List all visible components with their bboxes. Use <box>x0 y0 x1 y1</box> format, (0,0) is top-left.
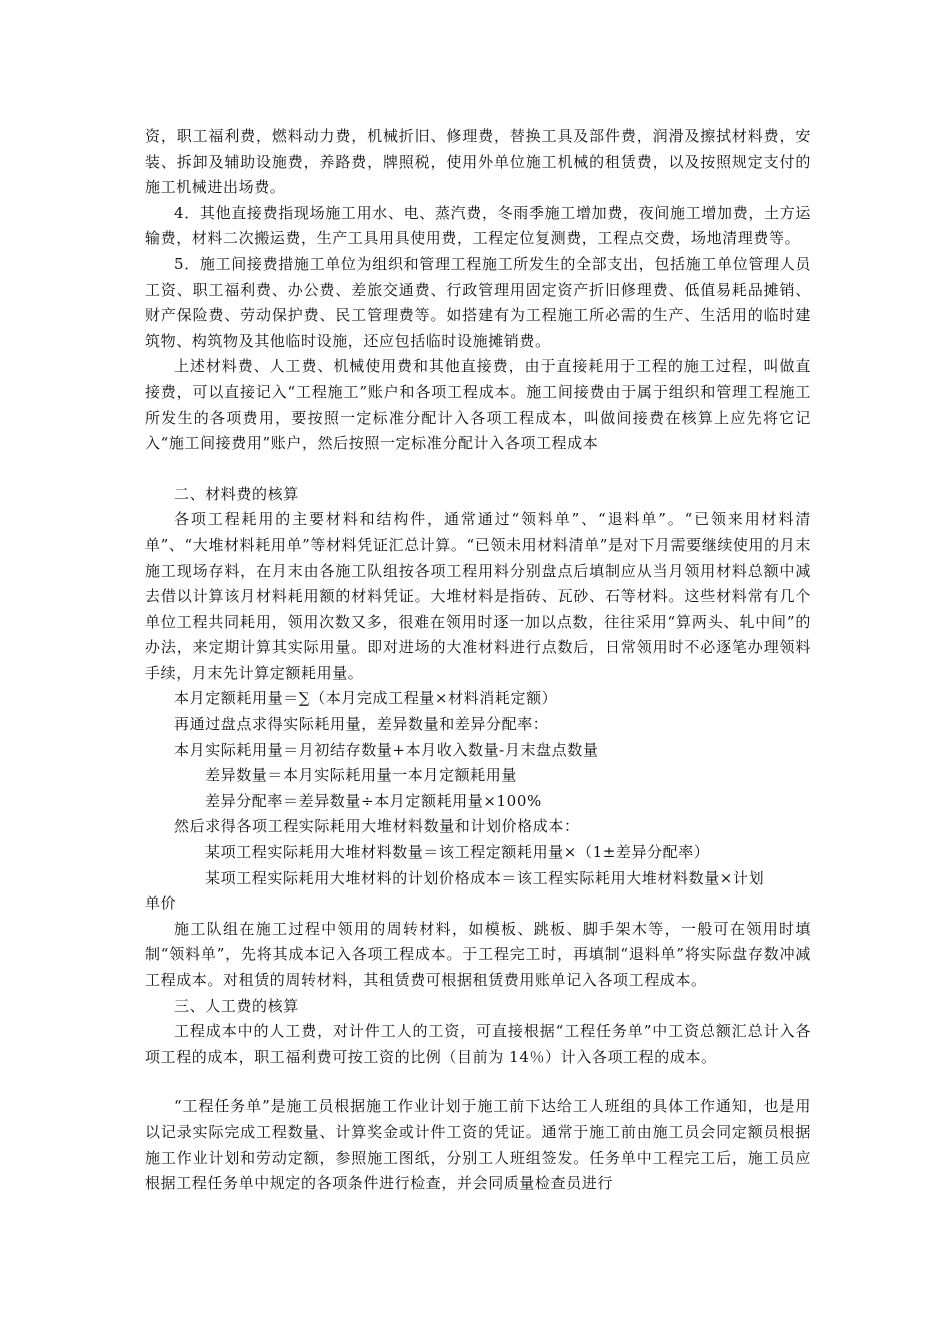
paragraph-labor-cost: 工程成本中的人工费，对计件工人的工资，可直接根据“工程任务单”中工资总额汇总计入各项工程的成本，职工福利费可按工资的比例（目前为 14％）计入各项工程的成本。 <box>145 1022 811 1066</box>
formula-bulk-plan-cost-continued: 单价 <box>145 894 177 913</box>
formula-bulk-plan-cost: 某项工程实际耗用大堆材料的计划价格成本＝该工程实际耗用大堆材料数量×计划 <box>205 868 765 887</box>
paragraph-turnover-materials: 施工队组在施工过程中领用的周转材料，如模板、跳板、脚手架木等，一般可在领用时填制“领料单”，先将其成本记入各项工程成本。于工程完工时，再填制“退料单”将实际盘存数冲减工程成本。对租赁的周转材料，其租赁费可根据租赁费用账单记入各项工程成本。 <box>145 919 811 989</box>
blank-line <box>145 1070 811 1094</box>
section-heading-labor-cost: 三、人工费的核算 <box>174 996 299 1015</box>
formula-bulk-quantity: 某项工程实际耗用大堆材料数量＝该工程定额耗用量×（1±差异分配率） <box>205 843 710 862</box>
paragraph-material-vouchers: 各项工程耗用的主要材料和结构件，通常通过“领料单”、“退料单”。“已领来用材料清单”、“大堆材料耗用单”等材料凭证汇总计算。“已领未用材料清单”是对下月需要继续使用的月末施工现场存料，在月末由各施工队组按各项工程用料分别盘点后填制应从当月领用材料总额中减去借以计算该月材料耗用额的材料凭证。大堆材料是指砖、瓦砂、石等材料。这些材料常有几个单位工程共同耗用，领用次数又多，很难在领用时逐一加以点数，往往采用“算两头、轧中间”的办法，来定期计算其实际用量。即对进场的大准材料进行点数后，日常领用时不必逐笔办理领料手续，月末先计算定额耗用量。 <box>145 510 811 682</box>
formula-intro-difference: 再通过盘点求得实际耗用量，差异数量和差异分配率： <box>174 715 549 734</box>
paragraph-direct-vs-indirect: 上述材料费、人工费、机械使用费和其他直接费，由于直接耗用于工程的施工过程，叫做直接费，可以直接记入“工程施工”账户和各项工程成本。施工间接费由于属于组织和管理工程施工所发生的各项费用，要按照一定标准分配计入各项工程成本，叫做间接费在核算上应先将它记入“施工间接费用”账户，然后按照一定标准分配计入各项工程成本 <box>145 357 811 453</box>
blank-line <box>145 457 811 482</box>
formula-quota-consumption: 本月定额耗用量＝∑（本月完成工程量×材料消耗定额） <box>174 689 558 708</box>
paragraph-task-order: “工程任务单”是施工员根据施工作业计划于施工前下达给工人班组的具体工作通知，也是用以记录实际完成工程数量、计算奖金或计件工资的凭证。通常于施工前由施工员会同定额员根据施工作业计划和劳动定额，参照施工图纸，分别工人班组签发。任务单中工程完工后，施工员应根据工程任务单中规定的各项条件进行检查，并会同质量检查员进行 <box>145 1097 811 1193</box>
paragraph-machinery-cost: 资，职工福利费，燃料动力费，机械折旧、修理费，替换工具及部件费，润滑及擦拭材料费，安装、拆卸及辅助设施费，养路费，牌照税，使用外单位施工机械的租赁费，以及按照规定支付的施工机械进出场费。 <box>145 127 811 197</box>
formula-difference-rate: 差异分配率＝差异数量÷本月定额耗用量×100% <box>205 791 542 810</box>
paragraph-indirect-cost: 5．施工间接费措施工单位为组织和管理工程施工所发生的全部支出，包括施工单位管理人员工资、职工福利费、办公费、差旅交通费、行政管理用固定资产折旧修理费、低值易耗品摊销、财产保险费、劳动保护费、民工管理费等。如搭建有为工程施工所必需的生产、生活用的临时建筑物、构筑物及其他临时设施，还应包括临时设施摊销费。 <box>145 254 811 350</box>
paragraph-other-direct-cost: 4．其他直接费指现场施工用水、电、蒸汽费，冬雨季施工增加费，夜间施工增加费，土方运输费，材料二次搬运费，生产工具用具使用费，工程定位复测费，工程点交费，场地清理费等。 <box>145 203 811 248</box>
section-heading-material-cost: 二、材料费的核算 <box>174 484 299 503</box>
formula-actual-consumption: 本月实际耗用量＝月初结存数量+本月收入数量-月末盘点数量 <box>174 740 599 759</box>
formula-difference-quantity: 差异数量＝本月实际耗用量一本月定额耗用量 <box>205 766 518 785</box>
formula-intro-bulk: 然后求得各项工程实际耗用大堆材料数量和计划价格成本： <box>174 817 580 836</box>
document-page <box>145 124 811 1197</box>
